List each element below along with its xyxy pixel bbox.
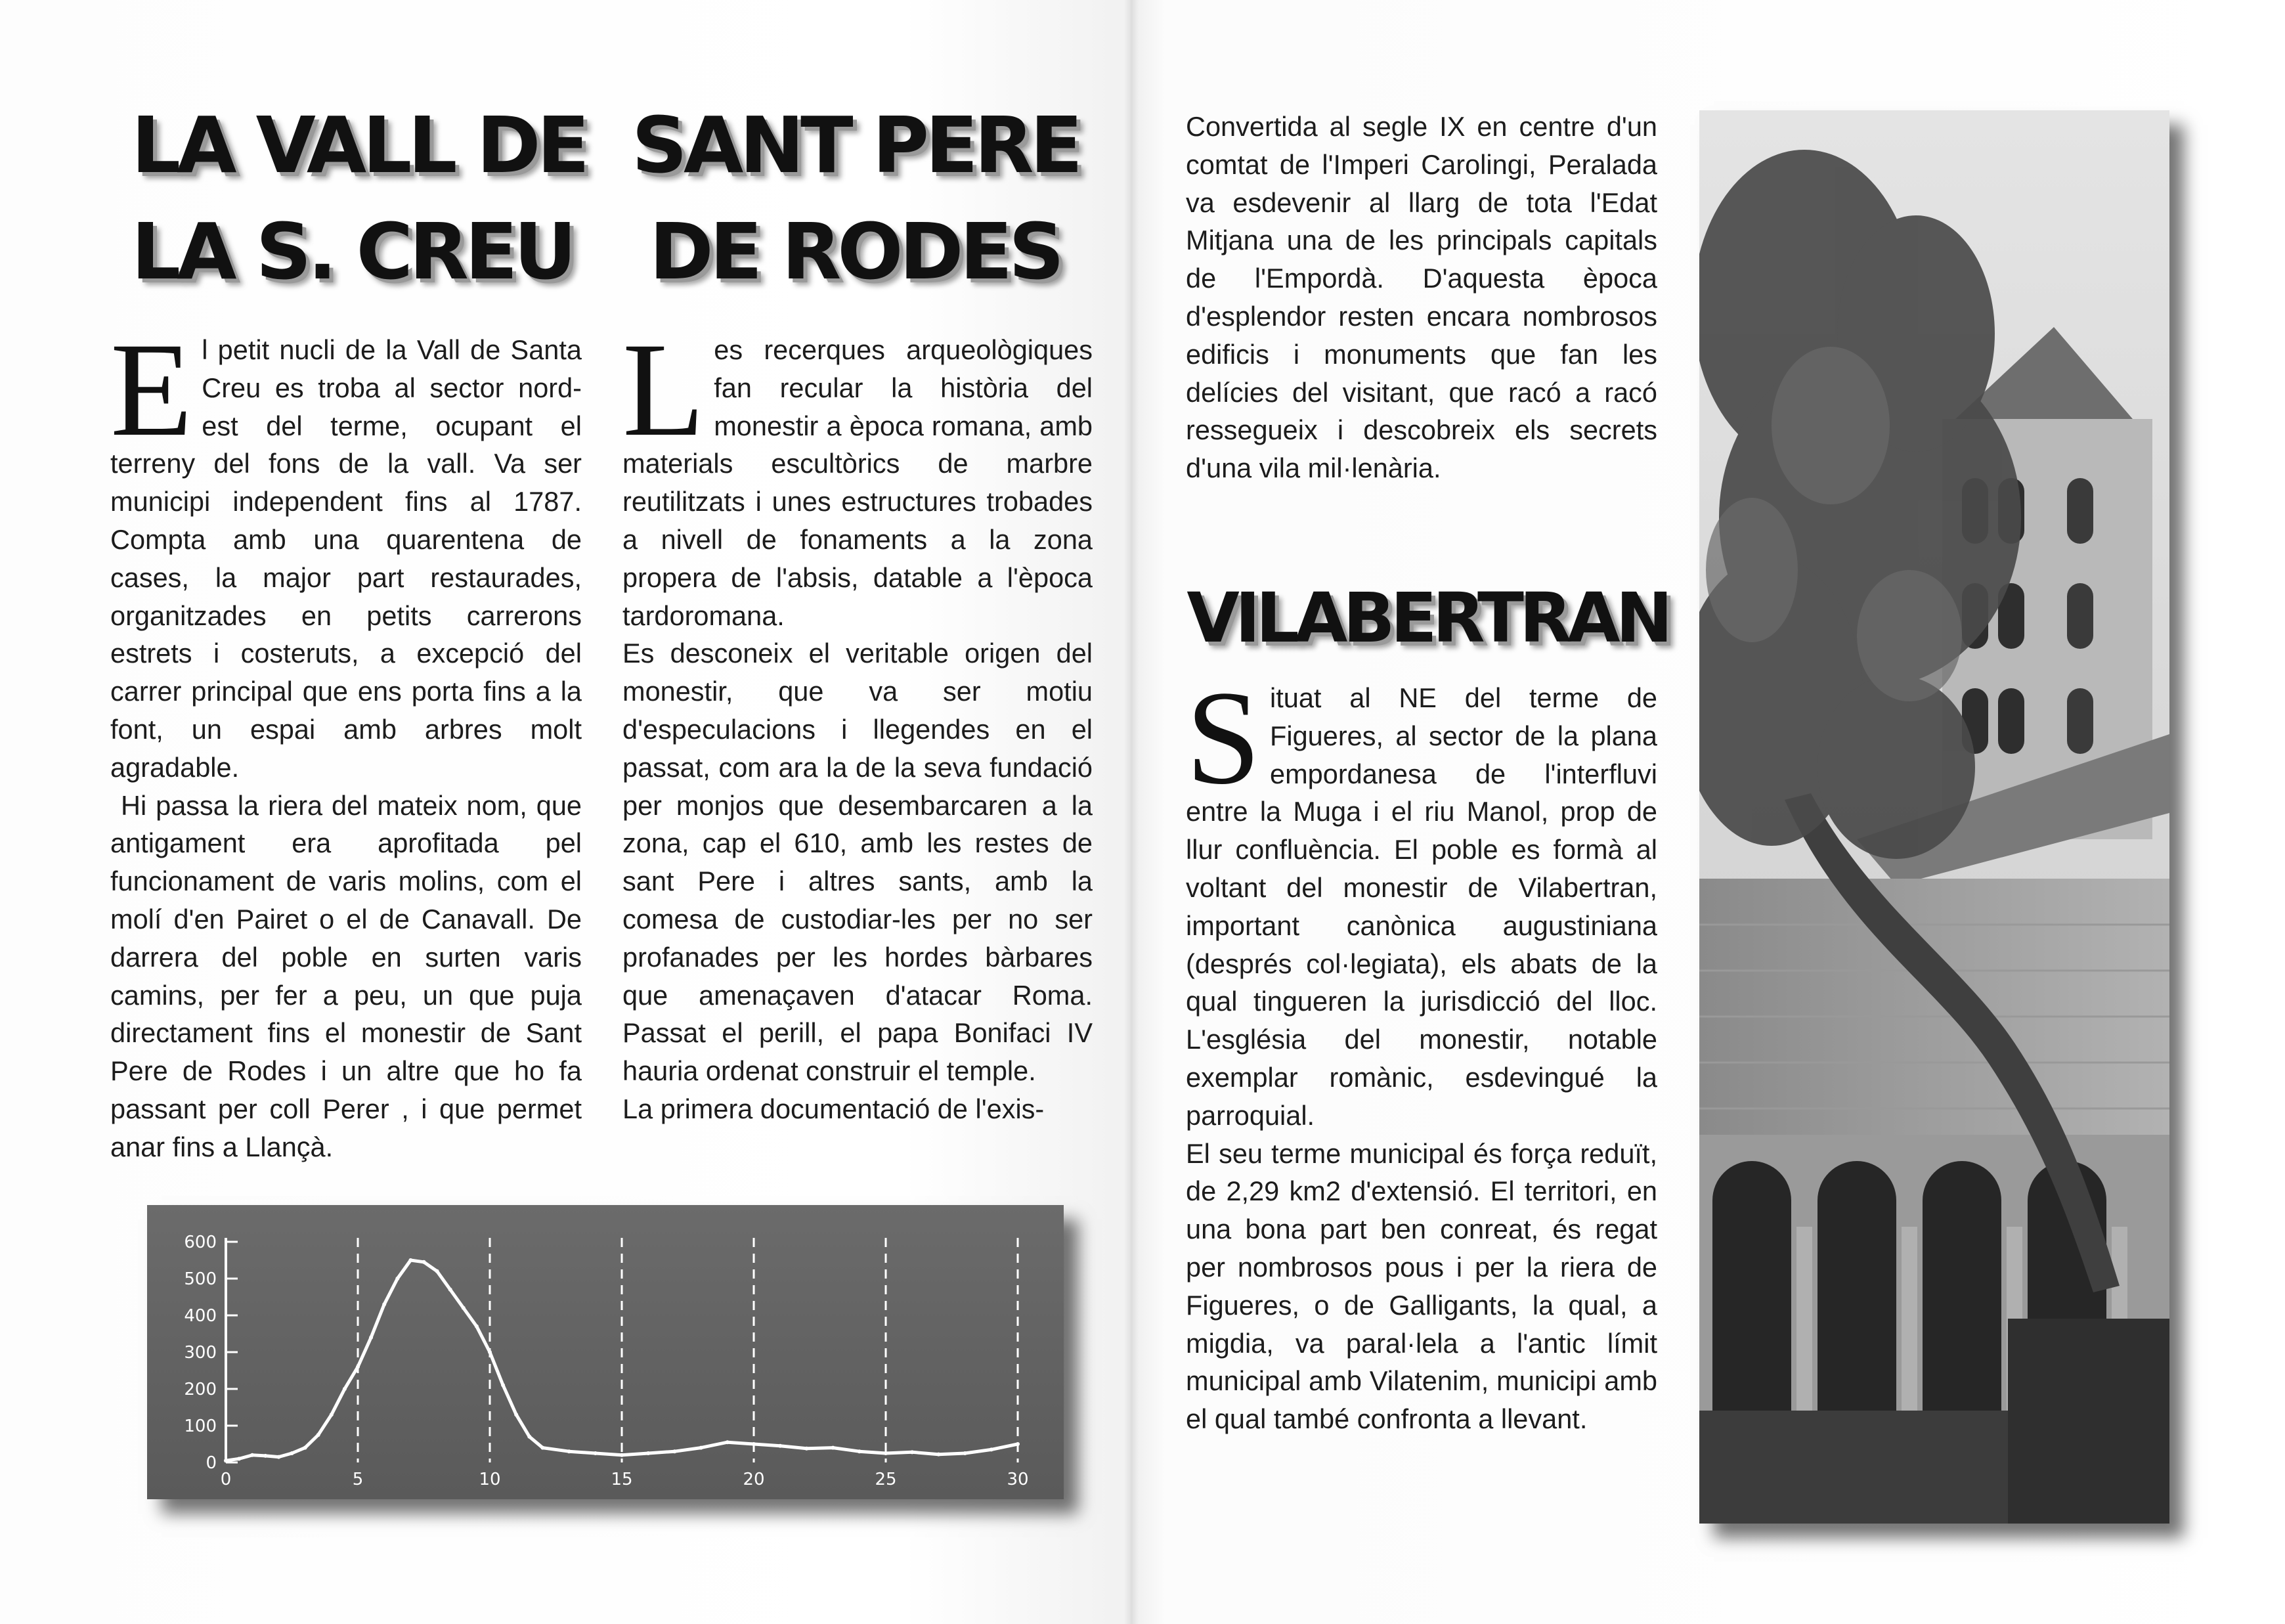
paragraph: El seu terme municipal és força reduït, de 2,29 km2 d'extensió. El territori, en una bona part ben conreat, és regat per nombrosos pous i per la riera de Figueres, o de Galligants, la qual, a migdia, va paral·lela a l'antic límit municipal amb Vilatenim, municipi amb el qual també confronta a llevant. [1186,1137,1657,1435]
data-point [594,1451,598,1455]
page-fold [1124,0,1139,1624]
cloister-photo-drawing [1699,110,2169,1524]
data-point [224,1459,228,1462]
data-point [435,1269,439,1273]
title-vilabertran [1185,565,1670,671]
title-line: DE RODES [649,206,1061,297]
data-point [620,1453,624,1457]
cloister-photo [1699,110,2169,1524]
data-point [910,1450,914,1454]
column-peralada [1186,108,1657,487]
title-line: VILABERTRAN [1186,578,1668,658]
paragraph: Convertida al segle IX en centre d'un comtat de l'Imperi Carolingi, Peralada va esdevenir al llarg de tota l'Edat Mitjana una de les principals capitals de l'Empordà. D'aquesta època d'esplendor resten encara nombrosos edificis i monuments que fan les delícies del visitant, que racó a racó ressegueix i descobreix els secrets d'una vila mil·lenària. [1186,111,1657,484]
x-tick-label: 20 [743,1470,765,1489]
data-point [752,1442,756,1446]
paragraph: Hi passa la riera del mateix nom, que antigament era aprofitada pel funcionament de varis molins, com el molí d'en Pairet o el de Canavall. De darrera del poble en surten varis camins, per fer a peu, un que puja directament fins el monestir de Sant Pere de Rodes i un altre que ho fa passant per coll Perer , i que permet anar fins a Llançà. [110,789,582,1162]
data-point [514,1413,518,1416]
data-point [936,1453,940,1457]
elevation-chart [147,1205,1064,1499]
y-tick-label: 400 [184,1306,217,1326]
x-tick-label: 5 [352,1470,364,1489]
data-point [316,1433,320,1437]
column-vilabertran [1186,663,1657,1438]
paragraph [1186,663,1657,1135]
data-point [540,1446,544,1450]
data-point [527,1435,531,1439]
data-point [343,1387,347,1391]
data-point [963,1451,967,1455]
data-point [488,1350,492,1354]
title-line: SANT PERE [632,100,1079,190]
data-point [448,1288,452,1292]
data-point [422,1260,426,1264]
data-point [1016,1442,1020,1446]
data-point [408,1258,412,1262]
data-point [250,1453,254,1457]
data-point [778,1444,782,1448]
paragraph-text: ituat al NE del terme de Figueres, al sector de la plana empordanesa de l'interfluvi entre la Muga i el riu Manol, prop de llur confluència. El poble es formà al voltant del monestir de Vilabertran, important canònica augustiniana (després col·legiata), els abats de la qual tingueren la jurisdicció del lloc. L'església del monestir, notable exemplar romànic, esdevingué la parroquial. [1186,682,1657,1131]
title-la-vall-de-la-s-creu [131,92,586,305]
y-tick-label: 500 [184,1269,217,1289]
data-point [462,1306,466,1310]
x-tick-label: 15 [611,1470,633,1489]
data-point [858,1449,861,1453]
data-point [237,1457,241,1460]
paragraph-text: es recerques arqueològiques fan recular la història del monestir a època romana, amb materials escultòrics de marbre reutilitzats i unes estructures trobades a nivell de fonaments a la zona propera de l'absis, datable a l'època tardoromana. [622,334,1093,631]
column-sant-pere [622,315,1093,1128]
y-tick-label: 200 [184,1380,217,1399]
data-point [263,1454,267,1458]
y-tick-label: 300 [184,1343,217,1363]
dropcap: E [110,315,193,464]
x-tick-label: 25 [875,1470,897,1489]
x-tick-label: 10 [479,1470,501,1489]
y-tick-label: 600 [184,1233,217,1252]
data-point [672,1449,676,1453]
paragraph [110,315,582,787]
title-line: LA S. CREU [131,206,573,297]
data-point [726,1440,729,1444]
data-point [884,1451,888,1455]
title-sant-pere-de-rodes [632,92,1078,305]
data-point [804,1447,808,1451]
y-tick-label: 0 [206,1453,217,1473]
dropcap: L [622,315,705,464]
data-point [290,1451,294,1455]
paragraph: Es desconeix el veritable origen del monestir, que va ser motiu d'especulacions i llegendes en el passat, com ara la de la seva fundació per monjos que desembarcaren a la zona, cap el 610, amb les restes de sant Pere i altres sants, amb la comesa de custodiar-les per no ser profanades per les hordes bàrbares que amenaçaven d'atacar Roma. Passat el perill, el papa Bonifaci IV hauria ordenat construir el temple. [622,638,1093,1087]
data-point [990,1447,993,1451]
dropcap: S [1186,663,1261,812]
paragraph-text: l petit nucli de la Vall de Santa Creu es troba al sector nord-est del terme, ocupant el terreny del fons de la vall. Va ser municipi independent fins al 1787. Compta amb una quarentena de cases, la major part restaurades, organitzades en petits carrerons estrets i costeruts, a excepció del carrer principal que ens porta fins a la font, un espai amb arbres molt agradable. [110,334,582,783]
title-line: LA VALL DE [131,100,586,190]
data-point [382,1302,386,1306]
data-point [646,1451,650,1455]
column-la-vall [110,315,582,1166]
data-point [699,1446,703,1450]
x-tick-label: 0 [220,1470,232,1489]
elevation-chart-svg [147,1205,1064,1499]
data-point [475,1325,479,1328]
x-tick-label: 30 [1007,1470,1029,1489]
data-point [831,1446,835,1450]
data-point [501,1383,505,1387]
data-point [356,1365,360,1369]
data-point [567,1449,571,1453]
data-point [276,1455,280,1459]
paragraph: La primera documentació de l'exis- [622,1093,1045,1124]
data-point [330,1413,334,1416]
paragraph [622,315,1093,634]
y-tick-label: 100 [184,1416,217,1436]
data-point [395,1277,399,1281]
data-point [369,1336,373,1340]
data-point [303,1446,307,1450]
